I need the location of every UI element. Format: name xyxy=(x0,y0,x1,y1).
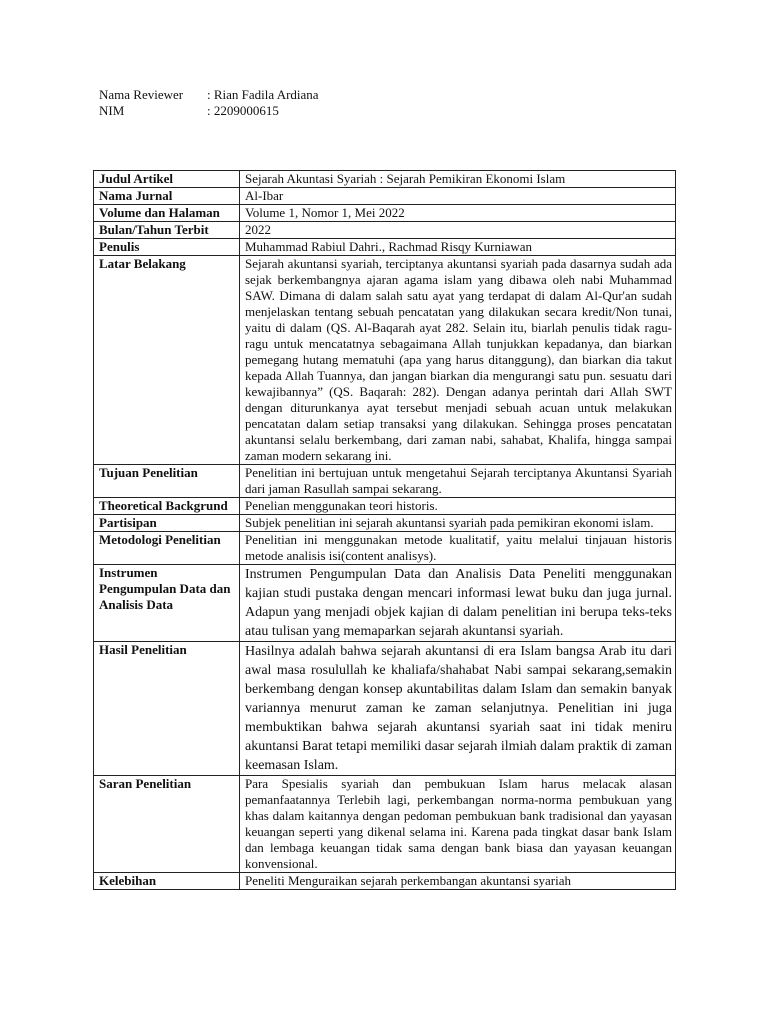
row-label: Bulan/Tahun Terbit xyxy=(94,222,240,239)
row-label: Hasil Penelitian xyxy=(94,642,240,776)
row-label: Kelebihan xyxy=(94,873,240,890)
row-label: Penulis xyxy=(94,239,240,256)
row-value: Volume 1, Nomor 1, Mei 2022 xyxy=(240,205,676,222)
row-label: Saran Penelitian xyxy=(94,776,240,873)
row-label: Judul Artikel xyxy=(94,171,240,188)
row-value: Hasilnya adalah bahwa sejarah akuntansi di era Islam bangsa Arab itu dari awal masa rosulullah ke khaliafa/shahabat Nabi sampai sekarang,semakin berkembang dengan konsep akuntabilitas dalam Islam dan semakin banyak variannya menurut zaman ke zaman selanjutnya. Penelitian ini juga membuktikan bahwa sejarah akuntansi syariah saat ini tidak meniru akuntansi Barat tetapi memiliki dasar sejarah ilmiah dalam praktik di zaman keemasan Islam. xyxy=(240,642,676,776)
table-row-kelebihan xyxy=(94,873,676,890)
row-value: Muhammad Rabiul Dahri., Rachmad Risqy Kurniawan xyxy=(240,239,676,256)
row-value: Al-Ibar xyxy=(240,188,676,205)
row-label: Theoretical Backgrund xyxy=(94,498,240,515)
row-label: Volume dan Halaman xyxy=(94,205,240,222)
row-value: Subjek penelitian ini sejarah akuntansi syariah pada pemikiran ekonomi islam. xyxy=(240,515,676,532)
row-label: Instrumen Pengumpulan Data dan Analisis Data xyxy=(94,565,240,642)
reviewer-name-label: Nama Reviewer xyxy=(99,87,184,102)
row-label: Latar Belakang xyxy=(94,256,240,465)
table-row-tahun-terbit xyxy=(94,222,676,239)
reviewer-nim-row xyxy=(99,103,319,119)
table-row-metodologi xyxy=(94,532,676,565)
row-value: 2022 xyxy=(240,222,676,239)
row-value: Peneliti Menguraikan sejarah perkembangan akuntansi syariah xyxy=(240,873,676,890)
reviewer-nim-value: : 2209000615 xyxy=(207,103,279,118)
review-table xyxy=(93,170,676,890)
table-row-hasil-penelitian xyxy=(94,642,676,776)
table-row-saran-penelitian xyxy=(94,776,676,873)
table-row-theoretical-background xyxy=(94,498,676,515)
table-row-latar-belakang xyxy=(94,256,676,465)
table-row-judul-artikel xyxy=(94,171,676,188)
table-row-nama-jurnal xyxy=(94,188,676,205)
row-label: Partisipan xyxy=(94,515,240,532)
row-value: Penelitian ini menggunakan metode kualitatif, yaitu melalui tinjauan historis metode analisis isi(content analisys). xyxy=(240,532,676,565)
reviewer-name-row xyxy=(99,87,319,103)
row-label: Metodologi Penelitian xyxy=(94,532,240,565)
row-value: Penelitian ini bertujuan untuk mengetahui Sejarah terciptanya Akuntansi Syariah dari jaman Rasullah sampai sekarang. xyxy=(240,465,676,498)
table-row-instrumen xyxy=(94,565,676,642)
row-value: Sejarah Akuntasi Syariah : Sejarah Pemikiran Ekonomi Islam xyxy=(240,171,676,188)
table-row-partisipan xyxy=(94,515,676,532)
table-row-penulis xyxy=(94,239,676,256)
reviewer-nim-label: NIM xyxy=(99,103,125,118)
row-label: Nama Jurnal xyxy=(94,188,240,205)
row-value: Penelian menggunakan teori historis. xyxy=(240,498,676,515)
reviewer-info xyxy=(99,87,319,119)
table-row-tujuan-penelitian xyxy=(94,465,676,498)
reviewer-name-value: : Rian Fadila Ardiana xyxy=(207,87,319,102)
row-value: Sejarah akuntansi syariah, terciptanya akuntansi syariah pada dasarnya sudah ada sejak berkembangnya ajaran agama islam yang dibawa oleh nabi Muhammad SAW. Dimana di dalam salah satu ayat yang terdapat di dalam Al-Qur'an sudah menjelaskan tentang sebuah pencatatan yang dilakukan secara kredit/Non tunai, yaitu di dalam (QS. Al-Baqarah ayat 282. Selain itu, biarlah penulis tidak ragu-ragu untuk mencatatnya sebagaimana Allah tunjukkan kepadanya, dan biarkan pemegang hutang mematuhi (apa yang harus ditanggung), dan biarkan dia takut kepada Allah Tuannya, dan jangan biarkan dia mengurangi satu pun. sesuatu dari kewajibannya” (QS. Baqarah: 282). Dengan adanya perintah dari Allah SWT dengan diturunkanya ayat tersebut menjadi sebuah acuan untuk melakukan pencatatan dalam setiap transaksi yang dilakukan. Sehingga proses pencatatan akuntansi selalu berkembang, dari zaman nabi, sahabat, Khalifa, hingga sampai zaman modern sekarang ini. xyxy=(240,256,676,465)
row-label: Tujuan Penelitian xyxy=(94,465,240,498)
table-row-volume xyxy=(94,205,676,222)
row-value: Instrumen Pengumpulan Data dan Analisis Data Peneliti menggunakan kajian studi pustaka dengan mencari informasi lewat buku dan juga jurnal. Adapun yang menjadi objek kajian di dalam penelitian ini berupa teks-teks atau tulisan yang memaparkan sejarah akuntansi syariah. xyxy=(240,565,676,642)
row-value: Para Spesialis syariah dan pembukuan Islam harus melacak alasan pemanfaatannya Terlebih lagi, perkembangan norma-norma pembukuan yang khas dalam kaitannya dengan pedoman pembukuan bank tradisional dan yayasan keuangan seperti yang dikenal selama ini. Karena pada tingkat dasar bank Islam dan lembaga keuangan tidak sama dengan bank biasa dan yayasan keuangan konvensional. xyxy=(240,776,676,873)
